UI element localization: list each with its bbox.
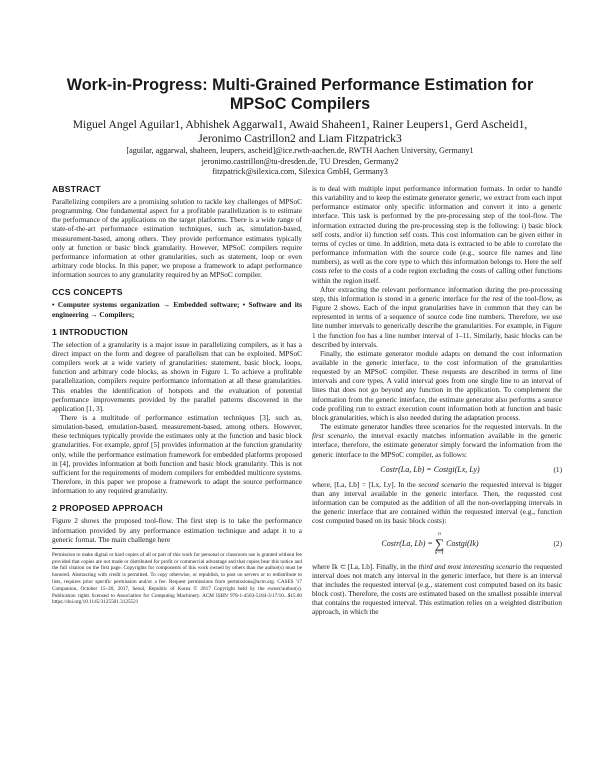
right-paragraph-4: The estimate generator handles three scenarios for the requested intervals. In the first scenario, the interval exactly matches information available in the generic interface, therefore, the estimate generator simply forward the information from the generic interface to the MPSoC compiler, as follows: — [312, 422, 562, 459]
approach-paragraph-1: Figure 2 shows the proposed tool-flow. The first step is to take the performance information provided by any performance estimation technique and adapt it to a generic format. The main challenge here — [52, 516, 302, 544]
equation-2-body: Costr(La, Lb) = n ∑ k=1 Costgi(Ik) — [381, 530, 479, 556]
right-column — [312, 184, 562, 617]
affiliation-line-2: jeronimo.castrillon@tu-dresden.de, TU Dresden, Germany2 — [201, 156, 399, 166]
abstract-heading: ABSTRACT — [52, 184, 101, 194]
author-line-1: Miguel Angel Aguilar1, Abhishek Aggarwal1, Awaid Shaheen1, Rainer Leupers1, Gerd Ascheid1, — [72, 118, 528, 131]
right-paragraph-5: where, [La, Lb] = [Lx, Ly]. In the second scenario the requested interval is bigger than any interval available in the generic interface. Then, the requested cost information can be computed as the addition of all the non-overlapping intervals in the generic interface that are contained within the requested interval (e.g., function cost computed based on its basic block costs): — [312, 479, 562, 526]
equation-1-number: (1) — [553, 464, 562, 474]
affiliation-line-1: [aguilar, aggarwal, shaheen, leupers, ascheid]@ice.rwth-aachen.de, RWTH Aachen University, Germany1 — [126, 146, 474, 155]
intro-paragraph-1: The selection of a granularity is a major issue in parallelizing compilers, as it has a direct impact on the form and degree of parallelism that can be exploited. MPSoC compilers work at a wide variety of granularities: statement, basic block, loops, function and arbitrary code blocks, as shown in Figure 1. To achieve a profitable parallelization, compilers require performance information at all these granularities. This enables the identification of hotspots and the evaluation of potential performance improvements provided by the parallel patterns discovered in the application [1, 3]. — [52, 339, 302, 413]
ccs-heading: CCS CONCEPTS — [52, 287, 123, 298]
paper-title: Work-in-Progress: Multi-Grained Performance Estimation for MPSoC Compilers — [66, 76, 534, 113]
abstract-text: Parallelizing compilers are a promising solution to tackle key challenges of MPSoC programming. One fundamental aspect for a profitable parallelization is to estimate the performance of the applications on the target platforms. There is a wide range of state-of-the-art performance estimation techniques, such as, simulation-based, measurement-based, among others. They provide performance estimates typically only at function or basic block granularity. However, MPSoC compilers require performance information at other granularities, such as statement, loop or even arbitrary code blocks. In this paper, we propose a framework to adapt performance information sources to any granularity required by an MPSoC compiler. — [52, 197, 302, 280]
right-paragraph-1: is to deal with multiple input performance information formats. In order to handle this variability and to keep the estimate generator generic, we extract from each input performance estimator only specific information and convert it into a generic interface. This task is performed by the pre-processing step of the tool-flow. The information extracted during the pre-processing step is the following: i) basic block self costs, and/or ii) function self costs. This cost information can be given either in terms of cycles or time. In addition, meta data is extracted to be able to correlate the performance information with the source code (e.g., source file names and line numbers), as well as the core type to which this information belongs to. Here the self costs refer to the costs of a code region excluding the costs of calling other functions within the region itself. — [312, 184, 562, 285]
author-line-2: Jeronimo Castrillon2 and Liam Fitzpatrick3 — [198, 131, 402, 145]
summation-symbol: n ∑ k=1 — [434, 530, 445, 556]
footnote-rule — [52, 548, 112, 549]
intro-paragraph-2: There is a multitude of performance estimation techniques [3], such as, simulation-based, emulation-based, measurement-based, among others. However, these techniques typically provide the estimates only at the function and basic block granularities. For example, gprof [5] provides information at the function granularity only, while the performance estimation framework for embedded platforms proposed in [4], provides information at both function and basic block granularity. This is not sufficient for the requirements of modern compilers for embedded multicore systems. Therefore, in this paper we propose a framework to adapt the source performance information to any required granularity. — [52, 412, 302, 496]
equation-2 — [312, 531, 562, 557]
ccs-text: • Computer systems organization → Embedded software; • Software and its engineering → Compilers; — [52, 300, 302, 319]
equation-2-number: (2) — [553, 539, 562, 549]
right-paragraph-3: Finally, the estimate generator module adapts on demand the cost information available in the generic interface, to the cost information of the granularities requested by an MPSoC compiler. These requests are described in terms of line intervals and core types. A valid interval goes from one single line to an interval of lines that does not go beyond any function in the application. To complement the information from the generic interface, the estimate generator also performs a source code profiling run to extract execution count information both at function and basic block granularities, which is also needed during the adaptation process. — [312, 348, 562, 422]
equation-1 — [312, 465, 562, 474]
approach-heading: 2 PROPOSED APPROACH — [52, 503, 163, 514]
right-paragraph-6: where Ik ⊂ [La, Lb]. Finally, in the third and most interesting scenario the requested interval does not match any interval in the generic interface, but there is an interval that includes the requested interval (e.g., statement cost computed based on its basic block cost). Therefore, the costs are estimated based on the smallest possible interval that contains the requested interval. This estimation relies on a weighted distribution approach, in which the — [312, 561, 562, 617]
author-list — [40, 118, 560, 145]
affiliation-list — [40, 146, 560, 178]
right-paragraph-2: After extracting the relevant performance information during the pre-processing step, this information is stored in a generic interface for the rest of the tool-flow, as Figure 2 shows. Each of the input granularities have in common that they can be represented in terms of a sequence of source code line numbers. Therefore, we use line number intervals to generically describe the granularities. For example, in Figure 1 the function foo has a line number interval of 1–11. Similarly, basic blocks can be described by intervals. — [312, 284, 562, 349]
left-column — [52, 184, 302, 606]
equation-1-body: Costr(La, Lb) = Costgi(Lx, Ly) — [380, 464, 480, 474]
intro-heading: 1 INTRODUCTION — [52, 326, 128, 337]
permission-footnote: Permission to make digital or hard copies of all or part of this work for personal or classroom use is granted without fee provided that copies are not made or distributed for profit or commercial advantage and that copies bear this notice and the full citation on the first page. Copyrights for components of this work owned by others than the author(s) must be honored. Abstracting with credit is permitted. To copy otherwise, or republish, to post on servers or to redistribute to lists, requires prior specific permission and/or a fee. Request permissions from permissions@acm.org. CASES '17 Companion, October 15–20, 2017, Seoul, Republic of Korea © 2017 Copyright held by the owner/author(s). Publication rights licensed to Association for Computing Machinery. ACM ISBN 978-1-4503-5184-3/17/10...$15.00 https://doi.org/10.1145/3125501.3125521 — [52, 551, 302, 606]
affiliation-line-3: fitzpatrick@silexica.com, Silexica GmbH, Germany3 — [212, 167, 388, 177]
